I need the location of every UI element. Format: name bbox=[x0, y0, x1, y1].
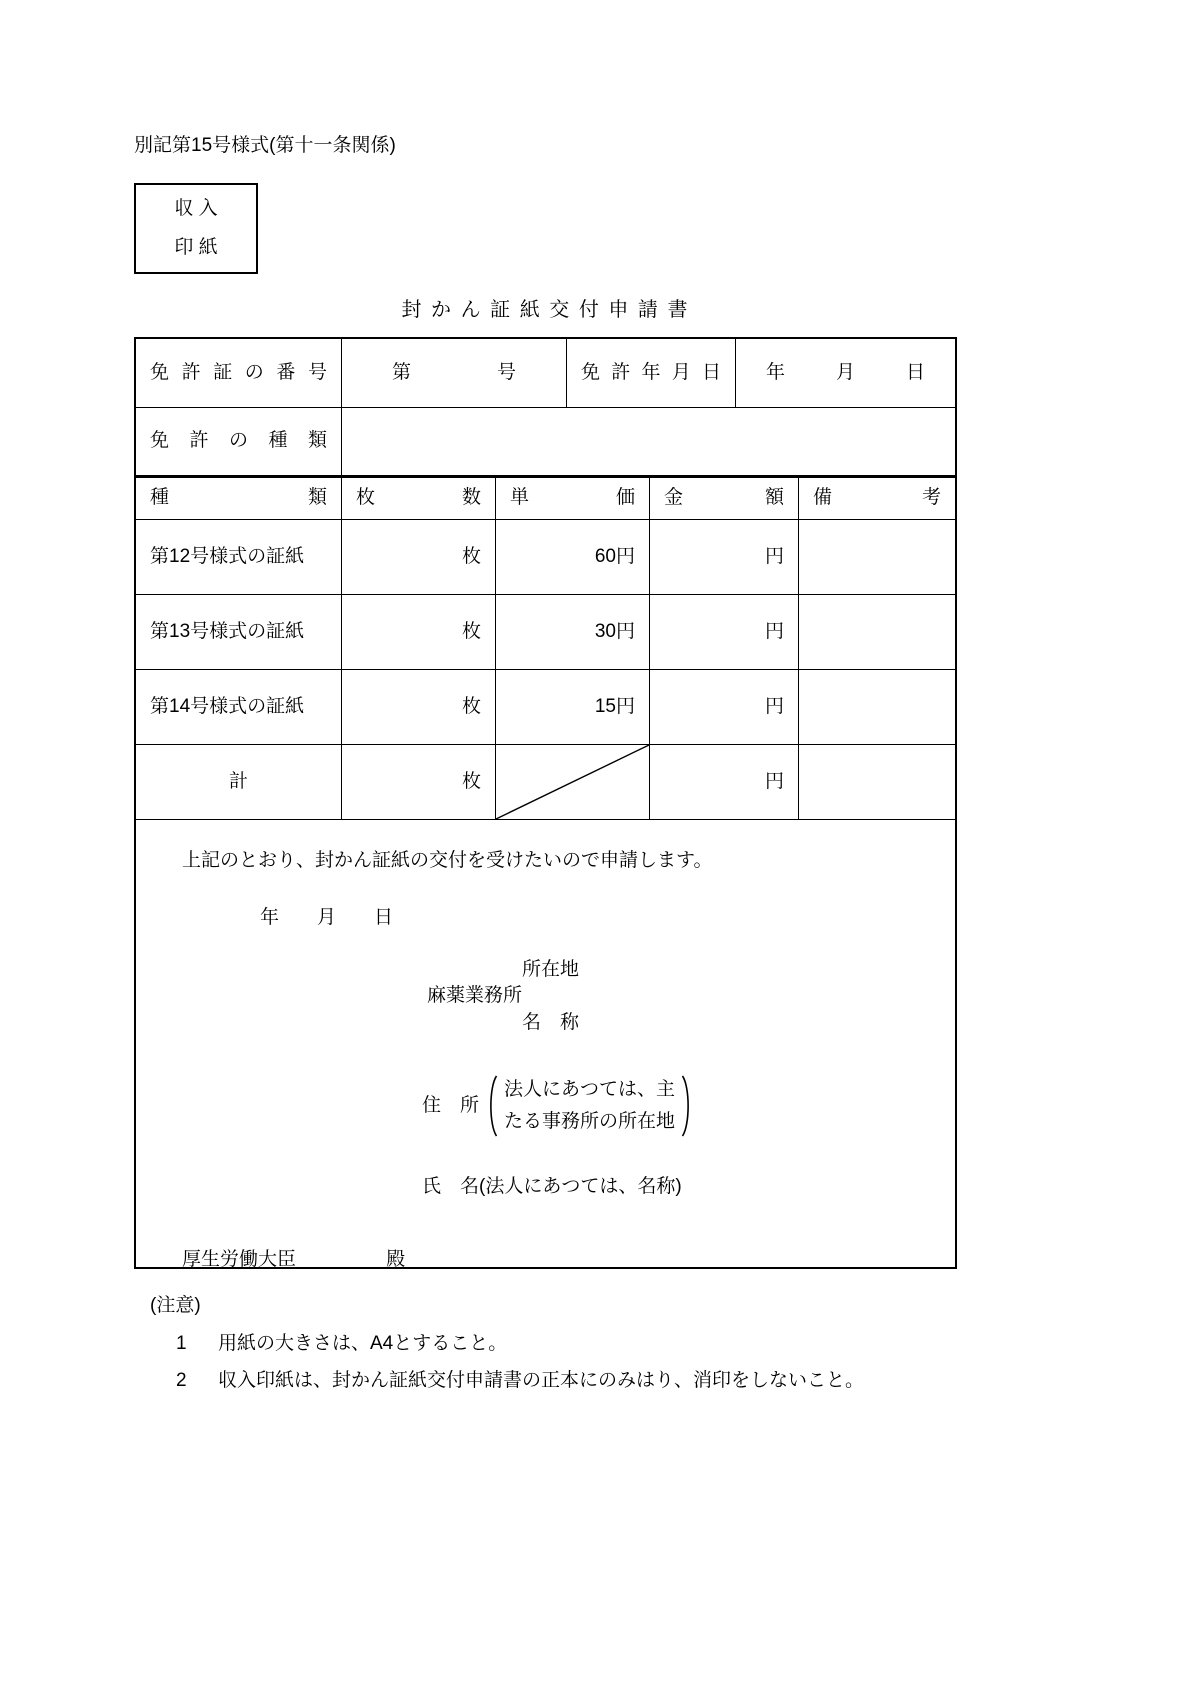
table-row-form14 bbox=[136, 669, 955, 744]
license-date-value-cell bbox=[736, 339, 955, 407]
stamp-box-line2: 印 紙 bbox=[174, 236, 218, 258]
applicant-name-line: 氏 名(法人にあつては、名称) bbox=[422, 1176, 682, 1198]
right-parenthesis bbox=[681, 1074, 694, 1138]
license-number-value-cell bbox=[342, 339, 567, 407]
item-name: 第14号様式の証紙 bbox=[136, 670, 342, 744]
item-amount-unit: 円 bbox=[650, 670, 799, 744]
col-header-type: 種 類 bbox=[150, 487, 327, 509]
addressee-line bbox=[182, 1247, 955, 1267]
col-header-type-cell bbox=[136, 478, 342, 519]
item-remarks bbox=[799, 595, 955, 669]
application-date-line: 年 月 日 bbox=[260, 906, 394, 928]
item-name: 第12号様式の証紙 bbox=[136, 520, 342, 594]
minister-label: 厚生労働大臣 bbox=[182, 1248, 297, 1267]
item-count-unit: 枚 bbox=[342, 520, 496, 594]
revenue-stamp-box bbox=[134, 183, 258, 274]
note-number: 2 bbox=[176, 1370, 187, 1392]
item-unit-price: 60円 bbox=[496, 520, 650, 594]
col-header-unit-price-cell bbox=[496, 478, 650, 519]
license-date-year: 年 bbox=[766, 361, 786, 383]
notes-section bbox=[150, 1293, 1050, 1395]
item-name: 第13号様式の証紙 bbox=[136, 595, 342, 669]
license-type-label: 免 許 の 種 類 bbox=[150, 430, 327, 452]
application-statement: 上記のとおり、封かん証紙の交付を受けたいので申請します。 bbox=[182, 850, 713, 871]
item-remarks bbox=[799, 670, 955, 744]
form-title: 封 か ん 証 紙 交 付 申 請 書 bbox=[401, 299, 690, 321]
office-fields bbox=[522, 957, 579, 1036]
applicant-address-line bbox=[422, 1074, 955, 1138]
left-parenthesis bbox=[485, 1074, 498, 1138]
narcotics-office-label: 麻薬業務所 bbox=[427, 985, 523, 1007]
table-header-row bbox=[136, 475, 955, 519]
notes-heading: (注意) bbox=[150, 1295, 201, 1316]
license-number-prefix: 第 bbox=[392, 361, 412, 383]
corporate-address-note bbox=[504, 1077, 675, 1136]
narcotics-office-block bbox=[427, 957, 955, 1036]
item-count-unit: 枚 bbox=[342, 595, 496, 669]
col-header-remarks-cell bbox=[799, 478, 955, 519]
license-date-label-cell bbox=[567, 339, 736, 407]
addressee-honorific: 殿 bbox=[386, 1248, 406, 1267]
table-row-form13 bbox=[136, 594, 955, 669]
total-count-unit: 枚 bbox=[342, 745, 496, 819]
license-number-suffix: 号 bbox=[496, 361, 516, 383]
col-header-amount-cell bbox=[650, 478, 799, 519]
form-code: 別記第15号様式(第十一条関係) bbox=[134, 135, 396, 156]
corporate-address-note-line2: たる事務所の所在地 bbox=[504, 1111, 676, 1133]
stamp-box-line1: 収 入 bbox=[174, 197, 218, 219]
item-amount-unit: 円 bbox=[650, 520, 799, 594]
address-label: 住 所 bbox=[422, 1095, 480, 1117]
item-unit-price: 30円 bbox=[496, 595, 650, 669]
license-date-day: 日 bbox=[905, 361, 925, 383]
license-date-label: 免 許 年 月 日 bbox=[581, 361, 721, 383]
office-name-label: 名 称 bbox=[522, 1011, 580, 1033]
license-type-row bbox=[136, 407, 955, 475]
note-number: 1 bbox=[176, 1332, 187, 1354]
license-date-month: 月 bbox=[835, 361, 855, 383]
application-statement-area bbox=[136, 819, 955, 1267]
total-unit-price-cell bbox=[496, 745, 650, 819]
note-text: 収入印紙は、封かん証紙交付申請書の正本にのみはり、消印をしないこと。 bbox=[218, 1370, 865, 1392]
item-unit-price: 15円 bbox=[496, 670, 650, 744]
total-amount-unit: 円 bbox=[650, 745, 799, 819]
item-remarks bbox=[799, 520, 955, 594]
note-item-1 bbox=[176, 1331, 1050, 1358]
license-type-value-cell bbox=[342, 408, 955, 475]
col-header-count: 枚 数 bbox=[356, 487, 481, 509]
col-header-amount: 金 額 bbox=[664, 487, 784, 509]
note-item-2 bbox=[176, 1368, 1050, 1395]
total-remarks bbox=[799, 745, 955, 819]
license-number-label-cell bbox=[136, 339, 342, 407]
item-amount-unit: 円 bbox=[650, 595, 799, 669]
corporate-address-note-line1: 法人にあつては、主 bbox=[504, 1078, 676, 1100]
col-header-remarks: 備 考 bbox=[813, 487, 941, 509]
table-row-total bbox=[136, 744, 955, 819]
license-number-row bbox=[136, 339, 955, 407]
license-number-label: 免 許 証 の 番 号 bbox=[150, 361, 327, 383]
note-text: 用紙の大きさは、A4とすること。 bbox=[218, 1332, 508, 1354]
item-count-unit: 枚 bbox=[342, 670, 496, 744]
diagonal-line bbox=[496, 745, 649, 819]
total-label: 計 bbox=[136, 745, 342, 819]
table-row-form12 bbox=[136, 519, 955, 594]
col-header-unit-price: 単 価 bbox=[510, 487, 635, 509]
license-type-label-cell bbox=[136, 408, 342, 475]
application-form-table bbox=[134, 337, 957, 1269]
col-header-count-cell bbox=[342, 478, 496, 519]
office-address-label: 所在地 bbox=[522, 959, 580, 981]
